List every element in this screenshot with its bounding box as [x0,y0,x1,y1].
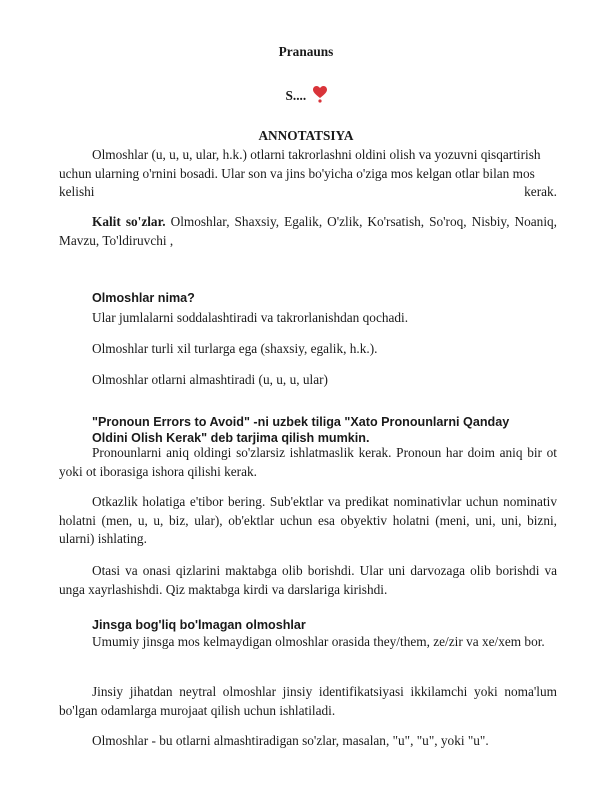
section-heading [92,414,562,446]
list-item: Olmoshlar otlarni almashtiradi (u, u, u, ular) [92,372,328,387]
annotation-line: Olmoshlar (u, u, u, ular, h.k.) otlarni takrorlashni oldini olish va yozuvni qisqartirish [92,147,541,162]
heart-icon [313,86,327,107]
author-name: S.... [285,88,307,103]
annotation-line [59,183,557,202]
paragraph-text: Otkazlik holatiga e'tibor bering. Sub'ektlar va predikat nominativlar uchun nominativ holatni (men, u, u, biz, ular), ob'ektlar uchun esa obyektiv holatni (meni, uni, uni, bizni, ularni) ishlating. [59,494,557,546]
author-line [0,86,612,107]
list-item: Olmoshlar turli xil turlarga ega (shaxsiy, egalik, h.k.). [92,341,378,356]
paragraph-text: Jinsiy jihatdan neytral olmoshlar jinsiy identifikatsiyasi ikkilamchi yoki noma'lum bo'lgan odamlarga murojaat qilish uchun ishlatiladi. [59,684,557,718]
keywords-text: Olmoshlar, Shaxsiy, Egalik, O'zlik, Ko'rsatish, So'roq, Nisbiy, Noaniq, Mavzu, To'ldiruvchi , [59,214,557,248]
paragraph-text: Umumiy jinsga mos kelmaydigan olmoshlar orasida they/them, ze/zir va xe/xem bor. [92,634,545,649]
annotation-word: kerak. [524,184,557,199]
annotation-line: uchun ularning o'rnini bosadi. Ular son va jins bo'yicha o'ziga mos kelgan otlar bilan mos [59,165,535,181]
paragraph [59,633,557,652]
paragraph [59,444,557,481]
paragraph-text: Otasi va onasi qizlarini maktabga olib borishdi. Ular uni darvozaga olib borishdi va unga xayrlashishdi. Qiz maktabga kirdi va darslariga kirishdi. [59,563,557,597]
section-heading-line: "Pronoun Errors to Avoid" -ni uzbek tiliga "Xato Pronounlarni Qanday [92,415,510,429]
document-title: Pranauns [278,44,334,59]
paragraph [59,493,557,549]
annotation-heading: ANNOTATSIYA [258,128,354,143]
annotation-word: kelishi [59,184,95,199]
paragraph-text: Olmoshlar - bu otlarni almashtiradigan so'zlar, masalan, "u", "u", yoki "u". [92,733,489,748]
section-heading: Olmoshlar nima? [92,291,195,305]
paragraph [59,732,557,751]
keywords-label: Kalit so'zlar. [92,214,166,229]
annotation-paragraph [59,146,557,202]
list-item: Ular jumlalarni soddalashtiradi va takrorlanishdan qochadi. [92,310,409,325]
paragraph [59,562,557,599]
section-heading-line: Oldini Olish Kerak" deb tarjima qilish mumkin. [92,431,370,445]
paragraph [59,683,557,720]
section-heading: Jinsga bog'liq bo'lmagan olmoshlar [92,618,306,632]
paragraph-text: Pronounlarni aniq oldingi so'zlarsiz ishlatmaslik kerak. Pronoun har doim aniq bir ot yoki ot iborasiga ishora qilishi kerak. [59,445,557,479]
keywords-paragraph [59,213,557,250]
